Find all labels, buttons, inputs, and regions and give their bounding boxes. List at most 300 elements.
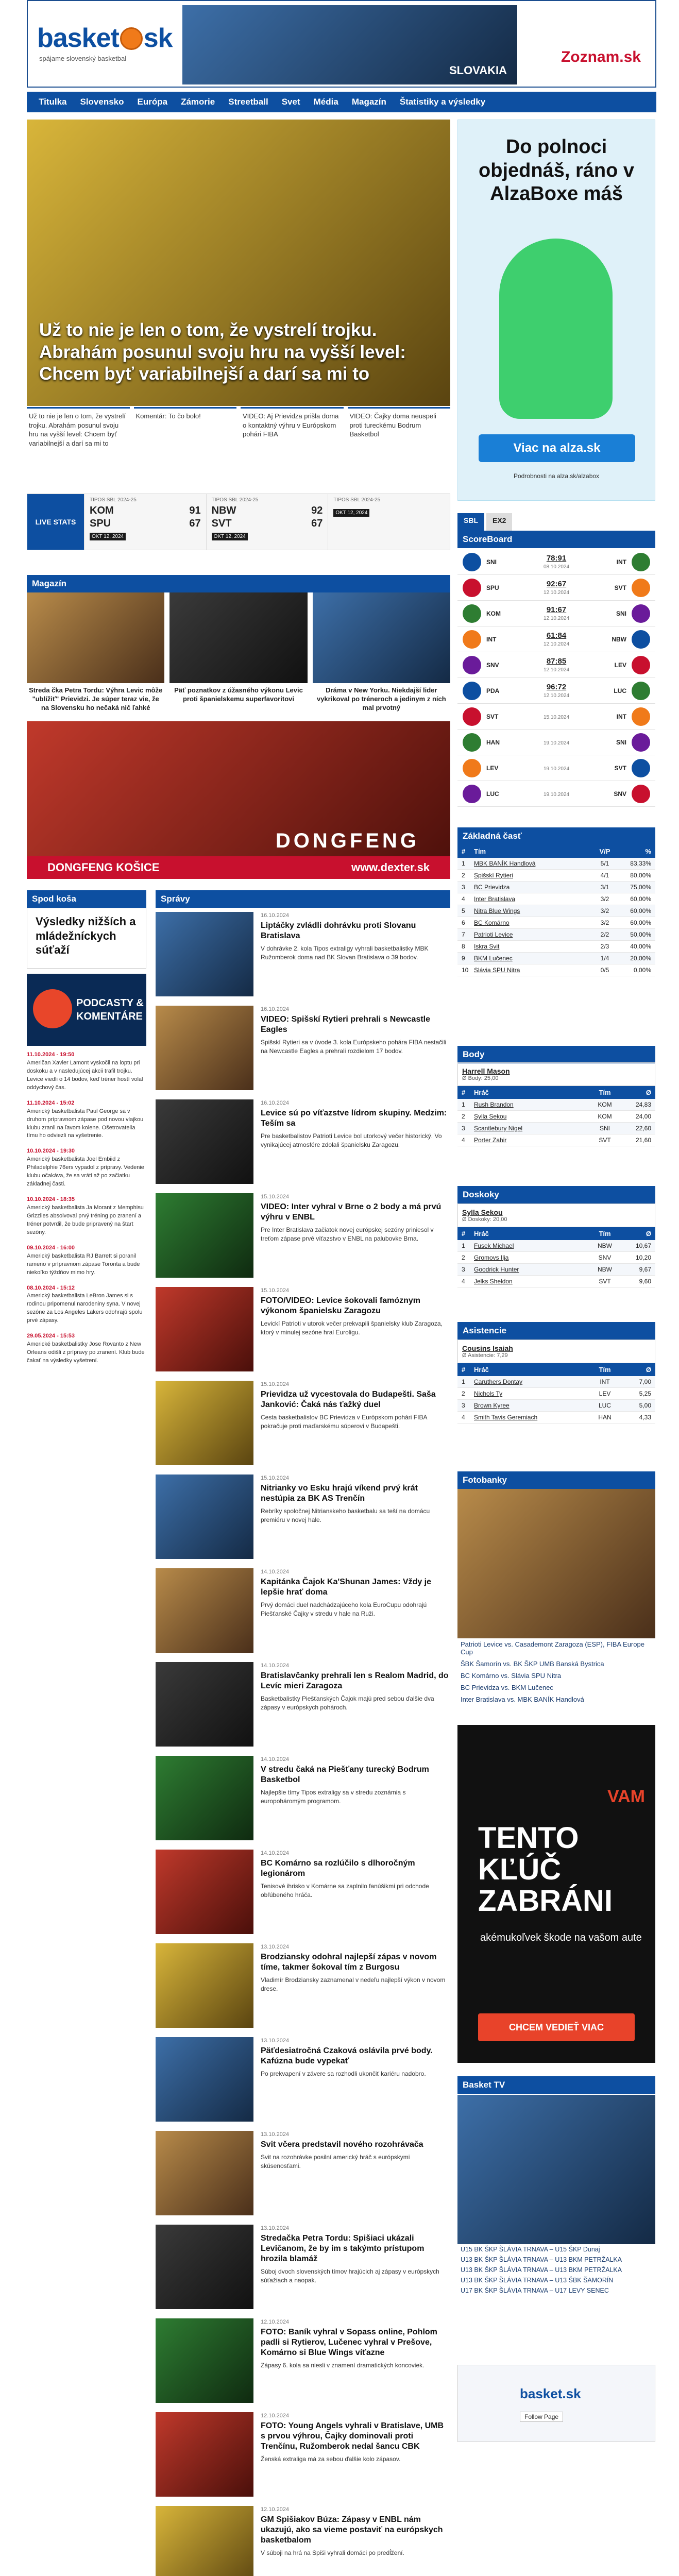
feed-entry[interactable] xyxy=(27,1147,146,1189)
team-abbr: INT xyxy=(616,713,626,720)
short-news-feed xyxy=(27,1051,146,2576)
league-tab[interactable]: SBL xyxy=(457,513,484,531)
magazin-heading[interactable]: Magazín xyxy=(27,575,450,592)
news-thumbnail[interactable] xyxy=(156,1662,253,1747)
table-cell: 60,00% xyxy=(630,907,651,914)
vam-sub: akémukoľvek škode na vašom aute xyxy=(480,1932,642,1943)
table-row[interactable] xyxy=(457,1376,655,1388)
table-cell: 4 xyxy=(462,895,465,903)
table-cell: Nitra Blue Wings xyxy=(474,907,520,914)
magazin-image[interactable] xyxy=(313,592,450,683)
basket-tv-link[interactable]: U15 BK ŠKP ŠLÁVIA TRNAVA – U15 ŠKP Dunaj xyxy=(461,2246,600,2253)
news-text xyxy=(261,912,450,1006)
table-body xyxy=(457,1240,655,1287)
team-abbr: KOM xyxy=(486,609,501,617)
fotobanka-link[interactable]: Patrioti Levice vs. Casademont Zaragoza (ESP), FIBA Europe Cup xyxy=(461,1640,644,1656)
nav-item[interactable]: Magazín xyxy=(351,97,386,107)
magazin-image[interactable] xyxy=(169,592,307,683)
team-logo-icon xyxy=(632,553,650,571)
news-date: 15.10.2024 xyxy=(261,1287,290,1294)
table-cell: 7,00 xyxy=(639,1378,651,1385)
team-abbr: SNV xyxy=(614,790,626,798)
dongfeng-bar: DONGFENG KOŠICE www.dexter.sk xyxy=(27,856,450,879)
news-article[interactable] xyxy=(156,1568,450,1662)
news-date: 13.10.2024 xyxy=(261,2038,290,2044)
nav-item[interactable]: Svet xyxy=(281,97,300,107)
table-cell: Jelks Sheldon xyxy=(474,1278,513,1285)
standings-table xyxy=(457,845,655,1041)
news-title[interactable]: FOTO: Young Angels vyhrali v Bratislave, UMB s prvou výhrou, Čajky dominovali proti Trenčínu, Ružomberok nedal šancu CBK xyxy=(261,2421,444,2451)
nav-item[interactable]: Titulka xyxy=(39,97,67,107)
feed-entry[interactable] xyxy=(27,1332,146,1365)
table-cell: 4 xyxy=(462,1137,465,1144)
facebook-widget[interactable] xyxy=(457,2365,655,2442)
feed-date: 29.05.2024 - 15:53 xyxy=(27,1333,75,1340)
table-cell: 4,33 xyxy=(639,1414,651,1421)
magazin-caption[interactable]: Päť poznatkov z úžasného výkonu Levic proti španielskemu superfavoritovi xyxy=(174,686,303,703)
feed-date: 11.10.2024 - 15:02 xyxy=(27,1099,75,1106)
score-date: OKT 12, 2024 xyxy=(90,533,126,540)
table-cell: 9 xyxy=(462,955,465,962)
news-title[interactable]: Nitrianky vo Esku hrajú víkend prvý krát nestúpia za BK AS Trenčín xyxy=(261,1484,418,1503)
feed-entry[interactable] xyxy=(27,1196,146,1237)
feed-text[interactable]: Americké basketbalistky Jose Rovanto z New Orleans odišli z prípravy po zranení. Klub bude čakať na výsledky vyšetrení. xyxy=(27,1341,145,1364)
news-title[interactable]: Liptáčky zvládli dohrávku proti Slovanu Bratislava xyxy=(261,921,416,941)
scoreboard-game[interactable] xyxy=(457,652,655,678)
news-article[interactable] xyxy=(156,2412,450,2506)
news-title[interactable]: BC Komárno sa rozlúčilo s dlhoročným legionárom xyxy=(261,1859,415,1878)
table-cell: Inter Bratislava xyxy=(474,895,516,903)
table-cell: 1 xyxy=(462,1242,465,1249)
table-cell: SNI xyxy=(599,1125,610,1132)
leader-card[interactable] xyxy=(457,1204,655,1227)
table-cell: BKM Lučenec xyxy=(474,955,513,962)
table-cell: 3/1 xyxy=(600,884,609,891)
nav-item[interactable]: Zámorie xyxy=(181,97,215,107)
scoreboard-game[interactable] xyxy=(457,575,655,601)
game-result[interactable] xyxy=(509,657,604,673)
news-date: 14.10.2024 xyxy=(261,1663,290,1669)
news-article[interactable] xyxy=(156,1850,450,1943)
table-row[interactable] xyxy=(457,893,655,905)
news-title[interactable]: GM Spišiakov Búza: Zápasy v ENBL nám ukazujú, ako sa vieme postaviť na európskych basketbalom xyxy=(261,2515,443,2545)
team-logo-icon xyxy=(632,682,650,700)
news-thumbnail[interactable] xyxy=(156,1006,253,1090)
table-cell: 9,67 xyxy=(639,1266,651,1273)
feed-text[interactable]: Americký basketbalista LeBron James si s rodinou pripomenul narodeniny syna. V novej sezóne za Los Angeles Lakers odohrajú spolu prvé zápasy. xyxy=(27,1293,143,1324)
feed-entry[interactable] xyxy=(27,1284,146,1326)
team-abbr: SNV xyxy=(486,661,499,669)
scoreboard-game[interactable] xyxy=(457,755,655,781)
news-text xyxy=(261,2037,450,2131)
team-logo-icon xyxy=(463,656,481,674)
news-article[interactable] xyxy=(156,2225,450,2318)
team-abbr: LEV xyxy=(614,661,626,669)
zoznam-logo[interactable]: Zoznam.sk xyxy=(561,48,641,65)
table-cell: 10,67 xyxy=(635,1242,651,1249)
table-cell: 3 xyxy=(462,1402,465,1409)
vam-cta-button[interactable]: CHCEM VEDIEŤ VIAC xyxy=(478,2013,635,2041)
news-text xyxy=(261,2506,450,2576)
game-score[interactable]: 78:91 xyxy=(546,554,567,563)
team-score: 67 xyxy=(311,518,323,529)
news-summary: Zápasy 6. kola sa niesli v znamení dramatických koncoviek. xyxy=(261,2362,425,2369)
news-date: 12.10.2024 xyxy=(261,2506,290,2513)
scoreboard-game[interactable] xyxy=(457,601,655,626)
leader-card[interactable] xyxy=(457,1340,655,1363)
table-cell: BC Komárno xyxy=(474,919,510,926)
league-tab[interactable]: EX2 xyxy=(486,513,512,531)
vam-headline: TENTO KĽÚČ ZABRÁNI xyxy=(478,1821,613,1918)
basket-tv-heading[interactable]: Basket TV xyxy=(457,2076,655,2094)
table-row[interactable] xyxy=(457,1264,655,1276)
table-row[interactable] xyxy=(457,953,655,964)
team-logo-icon xyxy=(632,630,650,649)
news-article[interactable] xyxy=(156,2037,450,2131)
news-title[interactable]: Päťdesiatročná Czaková oslávila prvé body. Kafúzna bude vypekať xyxy=(261,2046,433,2066)
column-header: Ø xyxy=(646,1089,651,1096)
table-cell: 6 xyxy=(462,919,465,926)
news-title[interactable]: Brodziansky odohral najlepší zápas v novom tíme, takmer šokoval tím z Burgosu xyxy=(261,1953,437,1972)
points-heading: Body xyxy=(457,1046,655,1063)
podcast-banner[interactable]: PODCASTY & KOMENTÁRE xyxy=(27,974,146,1046)
team-abbr: LUC xyxy=(614,687,626,694)
news-title[interactable]: Levice sú po víťazstve lídrom skupiny. Medzim: Teším sa xyxy=(261,1109,447,1128)
news-title[interactable]: Bratislavčanky prehrali len s Realom Madrid, do Levíc mieri Zaragoza xyxy=(261,1671,449,1691)
hero-sub-article[interactable]: Komentár: To čo bolo! xyxy=(134,407,237,467)
nav-item[interactable]: Štatistiky a výsledky xyxy=(399,97,486,107)
table-cell: 4 xyxy=(462,1278,465,1285)
leader-card[interactable] xyxy=(457,1062,655,1086)
spod-kosa-heading[interactable]: Spod koša xyxy=(27,890,146,908)
spravy-heading[interactable]: Správy xyxy=(156,890,450,908)
team-logo-icon xyxy=(463,682,481,700)
news-article[interactable] xyxy=(156,1662,450,1756)
basket-tv-link[interactable]: U17 BK ŠKP ŠLÁVIA TRNAVA – U17 LEVY SENEC xyxy=(461,2287,609,2294)
basket-tv-video[interactable] xyxy=(457,2095,655,2244)
table-row[interactable] xyxy=(457,1388,655,1400)
score-game[interactable] xyxy=(206,494,328,550)
table-row[interactable] xyxy=(457,1412,655,1423)
scoreboard-game[interactable] xyxy=(457,626,655,652)
table-header xyxy=(457,845,655,858)
hero-sub-article[interactable]: VIDEO: Aj Prievidza prišla doma o kontaktný výhru v Európskom pohári FIBA xyxy=(241,407,344,467)
news-article[interactable] xyxy=(156,1475,450,1568)
feed-entry[interactable] xyxy=(27,1051,146,1092)
table-row[interactable] xyxy=(457,1134,655,1146)
main-nav xyxy=(27,92,656,112)
team-abbr: LUC xyxy=(486,790,499,798)
table-cell: SVT xyxy=(599,1137,611,1144)
news-text xyxy=(261,1287,450,1381)
leader-name[interactable]: Harrell Mason xyxy=(462,1067,510,1075)
news-date: 14.10.2024 xyxy=(261,1850,290,1856)
news-thumbnail[interactable] xyxy=(156,1850,253,1934)
fotobanka xyxy=(457,1489,655,1721)
table-cell: 3/2 xyxy=(600,919,609,926)
table-cell: KOM xyxy=(598,1101,612,1108)
team-abbr: SNI xyxy=(616,738,626,746)
news-thumbnail[interactable] xyxy=(156,1756,253,1840)
game-result[interactable] xyxy=(509,580,604,596)
news-summary: Pre Inter Bratislava začiatok novej európskej sezóny priniesol v treťom zápase prvé víťazstvo v ENBL na palubovke Brna. xyxy=(261,1226,434,1243)
magazin-card[interactable] xyxy=(313,592,450,716)
vam-banner[interactable] xyxy=(457,1725,655,2063)
news-article[interactable] xyxy=(156,912,450,1006)
game-result[interactable] xyxy=(509,713,604,720)
news-thumbnail[interactable] xyxy=(156,1287,253,1371)
news-article[interactable] xyxy=(156,1006,450,1099)
news-thumbnail[interactable] xyxy=(156,912,253,996)
team-logo-icon xyxy=(463,630,481,649)
news-title[interactable]: VIDEO: Inter vyhral v Brne o 2 body a má prvú výhru v ENBL xyxy=(261,1202,442,1222)
table-cell: Smith Tavis Geremiach xyxy=(474,1414,538,1421)
news-article[interactable] xyxy=(156,2318,450,2412)
basket-tv-link[interactable]: U13 BK ŠKP ŠLÁVIA TRNAVA – U13 BKM PETRŽALKA xyxy=(461,2266,622,2274)
news-text xyxy=(261,1381,450,1475)
game-score[interactable]: 61:84 xyxy=(546,631,567,640)
news-thumbnail[interactable] xyxy=(156,1943,253,2028)
team-abbr: SVT xyxy=(614,764,626,772)
alza-banner[interactable] xyxy=(457,120,655,501)
table-cell: SVT xyxy=(599,1278,611,1285)
scoreboard-game[interactable] xyxy=(457,704,655,730)
team-abbr: INT xyxy=(616,558,626,566)
table-cell: 3/2 xyxy=(600,895,609,903)
news-date: 13.10.2024 xyxy=(261,1944,290,1950)
basket-tv-link[interactable]: U13 BK ŠKP ŠLÁVIA TRNAVA – U13 BKM PETRŽALKA xyxy=(461,2256,622,2263)
league-tabs xyxy=(457,513,655,531)
news-thumbnail[interactable] xyxy=(156,2318,253,2403)
game-date: 19.10.2024 xyxy=(543,791,570,798)
news-title[interactable]: FOTO/VIDEO: Levice šokovali famóznym výkonom španielsku Zaragozu xyxy=(261,1296,421,1316)
game-score[interactable]: 96:72 xyxy=(546,683,567,691)
game-score[interactable]: 87:85 xyxy=(546,657,567,666)
leader-name[interactable]: Sylla Sekou xyxy=(462,1208,503,1216)
game-date: 12.10.2024 xyxy=(543,590,570,596)
news-thumbnail[interactable] xyxy=(156,1381,253,1465)
table-cell: 1 xyxy=(462,1101,465,1108)
news-text xyxy=(261,1193,450,1287)
news-date: 14.10.2024 xyxy=(261,1756,290,1762)
table-row[interactable] xyxy=(457,1252,655,1264)
team-abbr: SVT xyxy=(614,584,626,591)
table-cell: Iskra Svit xyxy=(474,943,500,950)
score-date: OKT 12, 2024 xyxy=(333,509,369,517)
table-cell: 60,00% xyxy=(630,895,651,903)
table-cell: SNV xyxy=(598,1254,612,1261)
game-date: 12.10.2024 xyxy=(543,693,570,699)
hero-title[interactable]: Už to nie je len o tom, že vystrelí trojku. Abrahám posunul svoju hru na vyšší level: Chcem byť variabilnejší a darí sa mi to xyxy=(39,319,406,384)
nav-item[interactable]: Európa xyxy=(137,97,168,107)
news-title[interactable]: Prievidza už vycestovala do Budapešti. Saša Janković: Čaká nás ťažký duel xyxy=(261,1390,436,1410)
table-cell: 60,00% xyxy=(630,919,651,926)
news-article[interactable] xyxy=(156,1943,450,2037)
scoreboard-game[interactable] xyxy=(457,781,655,807)
magazin-image[interactable] xyxy=(27,592,164,683)
news-thumbnail[interactable] xyxy=(156,1099,253,1184)
table-row[interactable] xyxy=(457,941,655,953)
nav-item[interactable]: Slovensko xyxy=(80,97,124,107)
game-date: 19.10.2024 xyxy=(543,766,570,772)
site-logo[interactable]: basket sk xyxy=(37,23,173,53)
fotobanka-link[interactable]: Inter Bratislava vs. MBK BANÍK Handlová xyxy=(461,1696,584,1703)
table-cell: Rush Brandon xyxy=(474,1101,514,1108)
table-row[interactable] xyxy=(457,1099,655,1111)
team-abbr: SVT xyxy=(211,518,232,529)
nav-item[interactable]: Média xyxy=(313,97,338,107)
news-summary: Ženská extraliga má za sebou ďalšie kolo zápasov. xyxy=(261,2455,401,2463)
magazin-card[interactable] xyxy=(27,592,164,716)
table-row[interactable] xyxy=(457,1276,655,1287)
score-league: TIPOS SBL 2024-25 xyxy=(211,497,259,503)
feed-date: 09.10.2024 - 16:00 xyxy=(27,1244,75,1251)
feed-text[interactable]: Americký basketbalista Ja Morant z Memphisu Grizzlies absolvoval prvý tréning po zranení a tréner potvrdil, že bude pripravený na štart sezóny. xyxy=(27,1205,144,1235)
column-header: Hráč xyxy=(474,1230,489,1238)
news-article[interactable] xyxy=(156,2506,450,2576)
table-row[interactable] xyxy=(457,964,655,976)
news-article[interactable] xyxy=(156,1381,450,1475)
assists-leaders xyxy=(457,1340,655,1466)
leader-name[interactable]: Cousins Isaiah xyxy=(462,1344,513,1352)
news-title[interactable]: Svit včera predstavil nového rozohrávača xyxy=(261,2140,423,2149)
game-score[interactable]: 91:67 xyxy=(546,605,567,614)
dongfeng-banner[interactable] xyxy=(27,721,450,879)
scoreboard-game[interactable] xyxy=(457,678,655,704)
table-row[interactable] xyxy=(457,1400,655,1412)
table-row[interactable] xyxy=(457,1240,655,1252)
fotobanka-link[interactable]: ŠBK Šamorín vs. BK ŠKP UMB Banská Bystrica xyxy=(461,1660,604,1668)
score-game[interactable] xyxy=(84,494,206,550)
game-result[interactable] xyxy=(509,790,604,798)
table-row[interactable] xyxy=(457,917,655,929)
top-banner[interactable]: SLOVAKIA xyxy=(182,5,517,84)
score-date: OKT 12, 2024 xyxy=(212,533,248,540)
news-date: 14.10.2024 xyxy=(261,1569,290,1575)
news-thumbnail[interactable] xyxy=(156,2225,253,2309)
team-abbr: SPU xyxy=(90,518,111,529)
news-summary: Súboj dvoch slovenských tímov hrajúcich aj zápasy v európskych súťažiach a naopak. xyxy=(261,2268,439,2284)
feed-entry[interactable] xyxy=(27,1099,146,1141)
game-result[interactable] xyxy=(509,683,604,699)
nav-item[interactable]: Streetball xyxy=(228,97,268,107)
team-logo-icon xyxy=(632,785,650,803)
magazin-caption[interactable]: Streda čka Petra Tordu: Výhra Levic môže "ublížiť" Prievidzi. Je súper teraz vie, že na Slovensku ho nečaká nič ľahké xyxy=(29,686,163,711)
score-game[interactable] xyxy=(328,494,450,550)
news-title[interactable]: FOTO: Baník vyhral v Sopass online, Pohlom padli si Rytierov, Lučenec vyhral v Prešove, Komárno si Blue Wings víťazne xyxy=(261,2328,437,2358)
news-title[interactable]: VIDEO: Spišskí Rytieri prehrali s Newcastle Eagles xyxy=(261,1015,431,1035)
table-cell: 40,00% xyxy=(630,943,651,950)
leader-stat: Ø Body: 25,00 xyxy=(462,1075,499,1081)
table-row[interactable] xyxy=(457,858,655,870)
magazin-caption[interactable]: Dráma v New Yorku. Niekdajší lider vykrikoval po tréneroch a jedinym z ních mal prvotný xyxy=(316,686,446,711)
basket-tv-link[interactable]: U13 BK ŠKP ŠLÁVIA TRNAVA – U13 ŠBK ŠAMORÍN xyxy=(461,2277,614,2284)
news-article[interactable] xyxy=(156,1099,450,1193)
news-article[interactable] xyxy=(156,2131,450,2225)
news-thumbnail[interactable] xyxy=(156,2412,253,2497)
team-abbr: PDA xyxy=(486,687,500,694)
news-thumbnail[interactable] xyxy=(156,1568,253,1653)
news-article[interactable] xyxy=(156,1193,450,1287)
news-summary: V dohrávke 2. kola Tipos extraligy vyhrali basketbalistky MBK Ružomberok doma nad BK Slovan Bratislava o 39 bodov. xyxy=(261,945,429,961)
scoreboard-game[interactable] xyxy=(457,730,655,755)
team-logo-icon xyxy=(632,604,650,623)
table-row[interactable] xyxy=(457,905,655,917)
table-row[interactable] xyxy=(457,929,655,941)
feed-entry[interactable] xyxy=(27,1244,146,1277)
team-logo-icon xyxy=(463,604,481,623)
facebook-follow-button[interactable]: Follow Page xyxy=(520,2412,563,2422)
hero-sub-article[interactable]: VIDEO: Čajky doma neuspeli proti tureckému Bodrum Basketbol xyxy=(348,407,451,467)
game-result[interactable] xyxy=(509,739,604,746)
news-thumbnail[interactable] xyxy=(156,1475,253,1559)
microphone-icon xyxy=(33,989,72,1028)
team-abbr: INT xyxy=(486,635,497,643)
table-row[interactable] xyxy=(457,870,655,882)
alza-cta-button[interactable]: Viac na alza.sk xyxy=(479,434,635,462)
news-thumbnail[interactable] xyxy=(156,2506,253,2576)
table-body xyxy=(457,1099,655,1146)
team-logo-icon xyxy=(632,733,650,752)
news-title[interactable]: Stredačka Petra Tordu: Spišiaci ukázali Levičanom, že by im s takýmto prístupom hrozila blamáž xyxy=(261,2234,425,2264)
game-result[interactable] xyxy=(509,765,604,772)
fotobanka-heading[interactable]: Fotobanky xyxy=(457,1471,655,1489)
fotobanka-image[interactable] xyxy=(457,1489,655,1638)
news-title[interactable]: V stredu čaká na Piešťany turecký Bodrum Basketbol xyxy=(261,1765,429,1785)
game-score[interactable]: 92:67 xyxy=(546,580,567,588)
live-stats-badge[interactable]: LIVE STATS xyxy=(27,494,84,550)
game-date: 12.10.2024 xyxy=(543,616,570,621)
hero-article[interactable] xyxy=(27,120,450,406)
news-thumbnail[interactable] xyxy=(156,1193,253,1278)
team-logo-icon xyxy=(463,785,481,803)
game-result[interactable] xyxy=(509,631,604,647)
news-date: 12.10.2024 xyxy=(261,2413,290,2419)
feed-text[interactable]: Americký basketbalista RJ Barrett si poranil rameno v prípravnom zápase Toronta a bude niekoľko týždňov mimo hry. xyxy=(27,1252,140,1276)
game-result[interactable] xyxy=(509,605,604,621)
scoreboard-game[interactable] xyxy=(457,549,655,575)
hero-sub-article[interactable]: Už to nie je len o tom, že vystrelí trojku. Abrahám posunul svoju hru na vyšší level: Chcem byť variabilnejší a darí sa mi to xyxy=(27,407,130,467)
alza-footnote: Podrobnosti na alza.sk/alzabox xyxy=(513,472,600,480)
youth-results-box[interactable]: Výsledky nižších a mládežníckych súťaží xyxy=(27,908,146,969)
score-league: TIPOS SBL 2024-25 xyxy=(333,497,381,503)
table-cell: 1 xyxy=(462,860,465,867)
table-row[interactable] xyxy=(457,1111,655,1123)
feed-text[interactable]: Americký basketbalista Paul George sa v druhom prípravnom zápase pod novou vlajkou klubu zranil na ľavom kolene. Ošetrovatelia tímu ho odviezli na vyšetrenie. xyxy=(27,1108,144,1139)
news-date: 12.10.2024 xyxy=(261,2319,290,2325)
news-thumbnail[interactable] xyxy=(156,2131,253,2215)
news-summary: Prvý domáci duel nadchádzajúceho kola EuroCupu odohrajú Piešťanské Čajky v stredu v hale na Ruži. xyxy=(261,1601,427,1618)
site-tagline: spájame slovenský basketbal xyxy=(39,55,127,62)
fotobanka-link[interactable]: BC Prievidza vs. BKM Lučenec xyxy=(461,1684,553,1691)
news-thumbnail[interactable] xyxy=(156,2037,253,2122)
feed-text[interactable]: Američan Xavier Lamont vyskočil na loptu pri doskoku a v nasledujúcej akcii trafil trojku. Levice viedli o 14 bodov, keď tréner hostí volal oddychový čas. xyxy=(27,1059,143,1091)
game-result[interactable] xyxy=(509,554,604,570)
table-cell: Sylla Sekou xyxy=(474,1113,507,1120)
news-title[interactable]: Kapitánka Čajok Ka'Shunan James: Vždy je lepšie hrať doma xyxy=(261,1578,432,1597)
news-article[interactable] xyxy=(156,1287,450,1381)
table-cell: Slávia SPU Nitra xyxy=(474,967,520,974)
fotobanka-link[interactable]: BC Komárno vs. Slávia SPU Nitra xyxy=(461,1672,562,1680)
news-article[interactable] xyxy=(156,1756,450,1850)
table-row[interactable] xyxy=(457,1123,655,1134)
table-header xyxy=(457,1086,655,1099)
feed-date: 10.10.2024 - 18:35 xyxy=(27,1196,75,1203)
feed-text[interactable]: Americký basketbalista Joel Embiid z Philadelphie 76ers vypadol z prípravy. Vedenie klubu očakáva, že sa vráti až po začiatku základnej časti. xyxy=(27,1156,144,1188)
table-row[interactable] xyxy=(457,882,655,893)
table-cell: 5/1 xyxy=(600,860,609,867)
magazin-card[interactable] xyxy=(169,592,307,716)
